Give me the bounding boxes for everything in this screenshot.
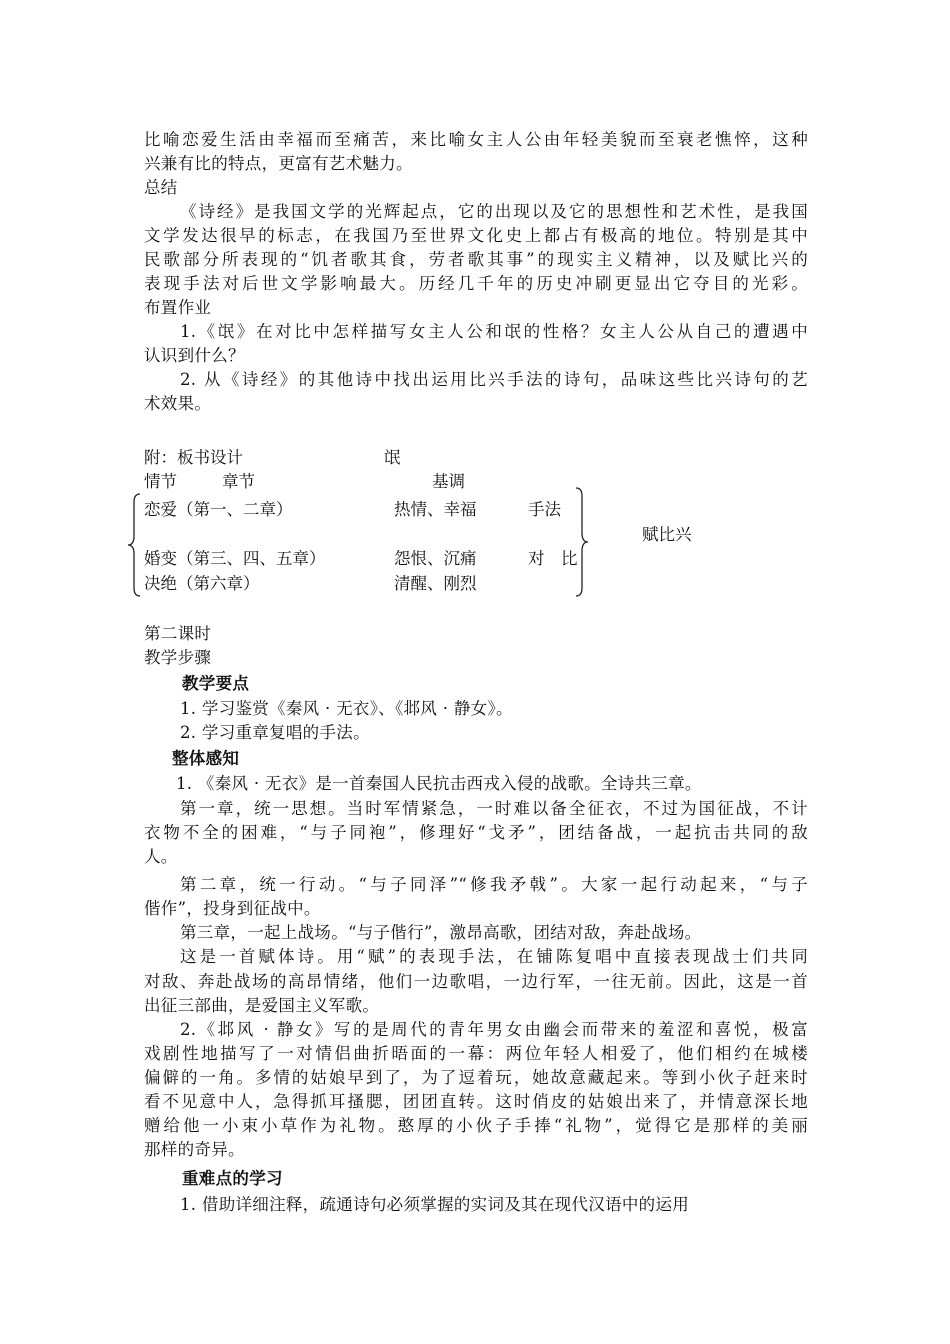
homework-item: 认识到什么？	[144, 346, 245, 365]
board-row-tone: 清醒、刚烈	[394, 574, 477, 593]
section-heading-homework: 布置作业	[144, 298, 212, 317]
board-col-plot: 情节	[144, 472, 177, 491]
board-row-tone: 怨恨、沉痛	[394, 549, 477, 568]
left-brace	[126, 492, 142, 598]
overview-heading: 整体感知	[172, 749, 240, 768]
body-text-line: 这是一首赋体诗。用“赋”的表现手法，在铺陈复唱中直接表现战士们共同	[180, 947, 808, 966]
body-text-line: 1. 《秦风 · 无衣》是一首秦国人民抗击西戎入侵的战歌。全诗共三章。	[176, 774, 702, 793]
board-row-method: 对 比	[528, 549, 578, 568]
board-row-plot: 婚变（第三、四、五章）	[144, 549, 326, 568]
body-text-line: 人。	[144, 847, 178, 866]
body-text-line: 看不见意中人，急得抓耳搔腮，团团直转。这时俏皮的姑娘出来了，并情意深长地	[144, 1092, 808, 1111]
board-title: 氓	[384, 448, 401, 467]
body-text-line: 赠给他一小束小草作为礼物。憨厚的小伙子手捧“礼物”，觉得它是那样的美丽	[144, 1116, 808, 1135]
body-text-line: 第三章，一起上战场。“与子偕行”，激昂高歌，团结对敌，奔赴战场。	[180, 923, 702, 942]
body-text-line: 2.《邶风 · 静女》写的是周代的青年男女由幽会而带来的羞涩和喜悦，极富	[180, 1020, 808, 1039]
section-heading-summary: 总结	[144, 178, 178, 197]
body-text-line: 表现手法对后世文学影响最大。历经几千年的历史冲刷更显出它夺目的光彩。	[144, 274, 808, 293]
board-row-plot: 恋爱（第一、二章）	[144, 500, 293, 519]
board-row-tone: 热情、幸福	[394, 500, 477, 519]
body-text-line: 出征三部曲，是爱国主义军歌。	[144, 996, 380, 1015]
body-text-line: 对敌、奔赴战场的高昂情绪，他们一边歌唱，一边行军，一往无前。因此，这是一首	[144, 972, 808, 991]
key-point-item: 2. 学习重章复唱的手法。	[180, 723, 370, 742]
homework-item: 术效果。	[144, 394, 212, 413]
board-right-label: 赋比兴	[642, 525, 692, 544]
body-text-line: 1. 借助详细注释，疏通诗句必须掌握的实词及其在现代汉语中的运用	[180, 1195, 690, 1214]
board-col-tone: 基调	[432, 472, 465, 491]
key-points-heading: 教学要点	[182, 674, 250, 693]
board-row-plot: 决绝（第六章）	[144, 574, 260, 593]
right-brace	[574, 486, 592, 598]
body-text-line: 偏僻的一角。多情的姑娘早到了，为了逗着玩，她故意藏起来。等到小伙子赶来时	[144, 1068, 808, 1087]
body-text-line: 衣物不全的困难，“与子同袍”，修理好“戈矛”，团结备战，一起抗击共同的敌	[144, 823, 808, 842]
body-text-line: 兴兼有比的特点，更富有艺术魅力。	[144, 154, 413, 173]
body-text-line: 民歌部分所表现的“饥者歌其食，劳者歌其事”的现实主义精神，以及赋比兴的	[144, 250, 808, 269]
homework-item: 2. 从《诗经》的其他诗中找出运用比兴手法的诗句，品味这些比兴诗句的艺	[180, 370, 808, 389]
body-text-line: 《诗经》是我国文学的光辉起点，它的出现以及它的思想性和艺术性，是我国	[180, 202, 808, 221]
body-text-line: 戏剧性地描写了一对情侣曲折晤面的一幕：两位年轻人相爱了，他们相约在城楼	[144, 1044, 808, 1063]
key-point-item: 1. 学习鉴赏《秦风 · 无衣》、《邶风 · 静女》。	[180, 699, 513, 718]
homework-item: 1.《氓》在对比中怎样描写女主人公和氓的性格？女主人公从自己的遭遇中	[180, 322, 808, 341]
body-text-line: 第一章，统一思想。当时军情紧急，一时难以备全征衣，不过为国征战，不计	[180, 799, 808, 818]
difficulty-heading: 重难点的学习	[182, 1169, 283, 1188]
body-text-line: 那样的奇异。	[144, 1140, 245, 1159]
board-design-label: 附：板书设计	[144, 448, 243, 467]
steps-heading: 教学步骤	[144, 648, 212, 667]
board-col-chapter: 章节	[222, 472, 255, 491]
body-text-line: 文学发达很早的标志，在我国乃至世界文化史上都占有极高的地位。特别是其中	[144, 226, 808, 245]
body-text-line: 比喻恋爱生活由幸福而至痛苦，来比喻女主人公由年轻美貌而至衰老憔悴，这种	[144, 130, 808, 149]
period-heading: 第二课时	[144, 624, 212, 643]
body-text-line: 偕作”，投身到征战中。	[144, 899, 321, 918]
body-text-line: 第二章，统一行动。“与子同泽”“修我矛戟”。大家一起行动起来，“与子	[180, 875, 808, 894]
board-row-method: 手法	[528, 500, 561, 519]
